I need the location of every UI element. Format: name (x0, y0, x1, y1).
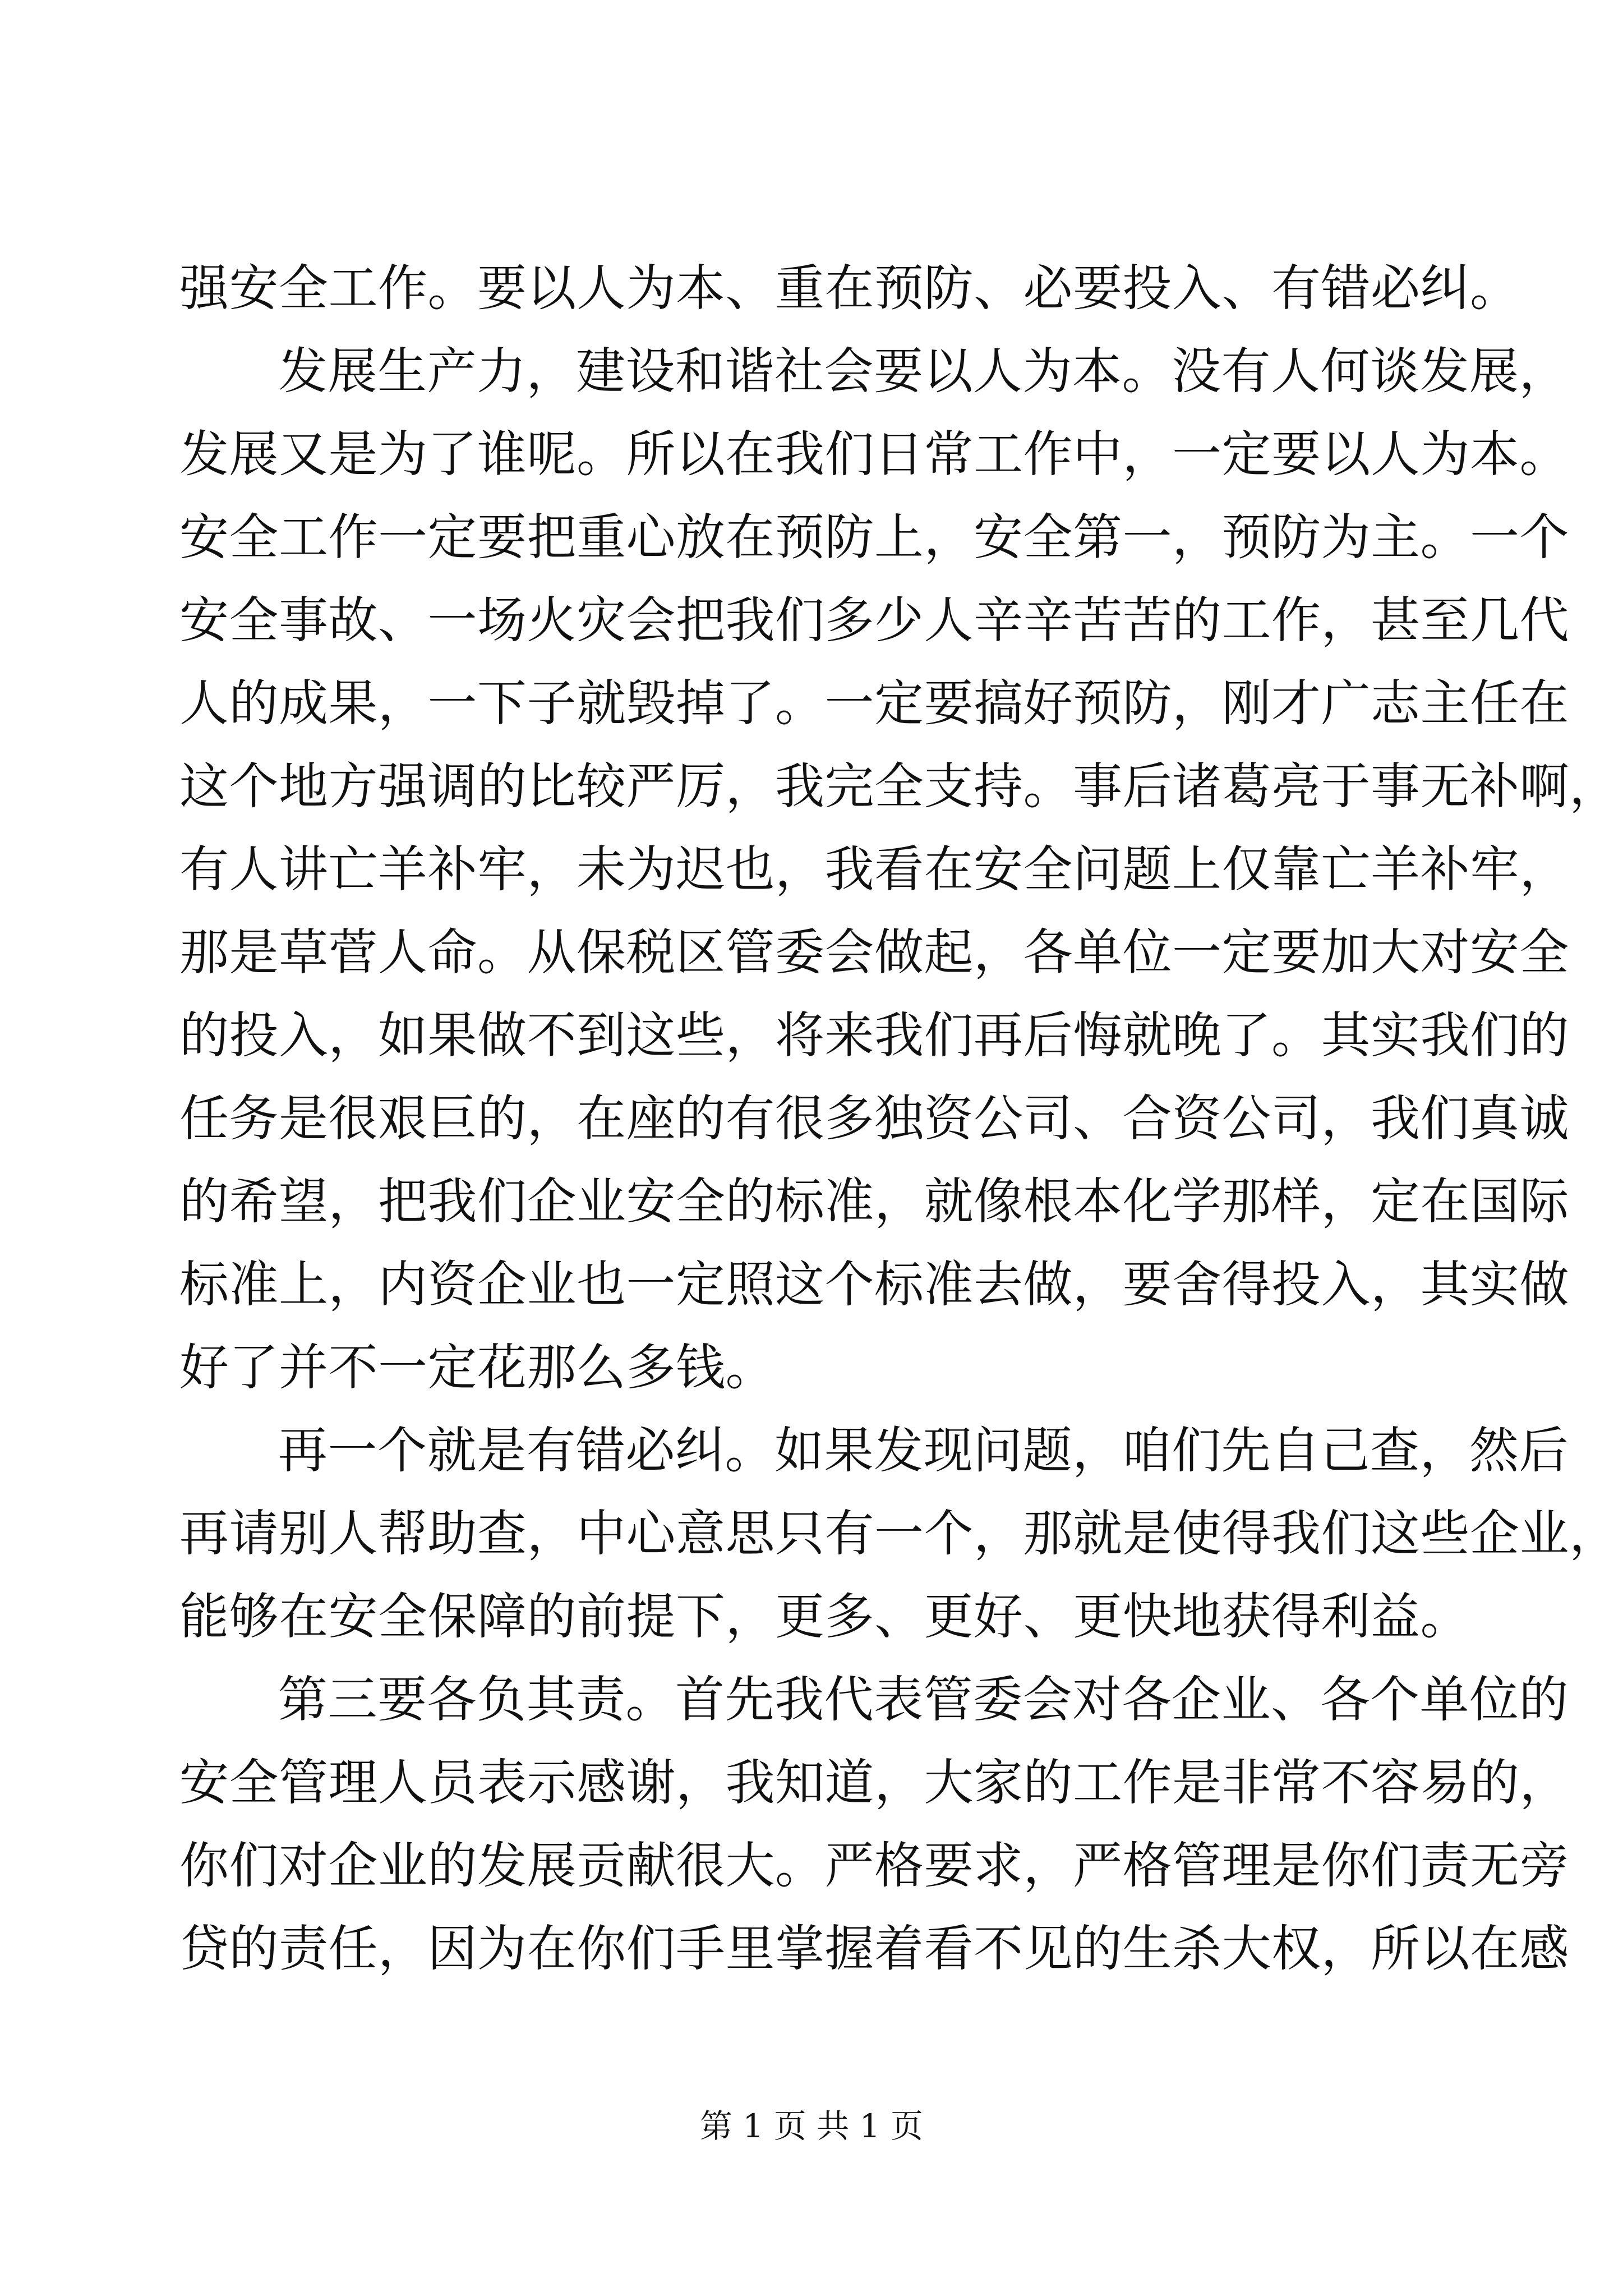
text-line-8: 有人讲亡羊补牢，未为迟也，我看在安全问题上仅靠亡羊补牢， (179, 840, 1570, 898)
text-line-6: 人的成果，一下子就毁掉了。一定要搞好预防，刚才广志主任在 (179, 674, 1570, 732)
text-line-21: 贷的责任，因为在你们手里掌握着看不见的生杀大权，所以在感 (179, 1920, 1570, 1977)
text-line-15: 再一个就是有错必纠。如果发现问题，咱们先自己查，然后 (278, 1421, 1569, 1479)
page-number-label: 第 1 页 共 1 页 (700, 2107, 923, 2145)
document-body (179, 247, 1619, 1990)
text-line-16: 再请别人帮助查，中心意思只有一个，那就是使得我们这些企业， (179, 1504, 1619, 1562)
text-line-1: 强安全工作。要以人为本、重在预防、必要投入、有错必纠。 (179, 259, 1520, 317)
text-line-4: 安全工作一定要把重心放在预防上，安全第一，预防为主。一个 (179, 508, 1570, 566)
text-line-14: 好了并不一定花那么多钱。 (179, 1338, 776, 1396)
text-line-11: 任务是很艰巨的，在座的有很多独资公司、合资公司，我们真诚 (179, 1089, 1570, 1147)
text-line-5: 安全事故、一场火灾会把我们多少人辛辛苦苦的工作，甚至几代 (179, 591, 1570, 649)
text-line-9: 那是草菅人命。从保税区管委会做起，各单位一定要加大对安全 (179, 923, 1570, 981)
text-line-17: 能够在安全保障的前提下，更多、更好、更快地获得利益。 (179, 1588, 1470, 1645)
text-line-12: 的希望，把我们企业安全的标准，就像根本化学那样，定在国际 (179, 1172, 1570, 1230)
text-line-2: 发展生产力，建设和谐社会要以人为本。没有人何谈发展， (278, 342, 1569, 400)
text-line-10: 的投入，如果做不到这些，将来我们再后悔就晚了。其实我们的 (179, 1006, 1570, 1064)
text-line-13: 标准上，内资企业也一定照这个标准去做，要舍得投入，其实做 (179, 1255, 1570, 1313)
text-line-7: 这个地方强调的比较严厉，我完全支持。事后诸葛亮于事无补啊， (179, 757, 1619, 815)
text-line-3: 发展又是为了谁呢。所以在我们日常工作中，一定要以人为本。 (179, 425, 1570, 483)
text-line-18: 第三要各负其责。首先我代表管委会对各企业、各个单位的 (278, 1671, 1569, 1728)
text-line-20: 你们对企业的发展贡献很大。严格要求，严格管理是你们责无旁 (179, 1837, 1570, 1894)
page-footer (0, 2106, 1623, 2146)
text-line-19: 安全管理人员表示感谢，我知道，大家的工作是非常不容易的， (179, 1754, 1570, 1811)
